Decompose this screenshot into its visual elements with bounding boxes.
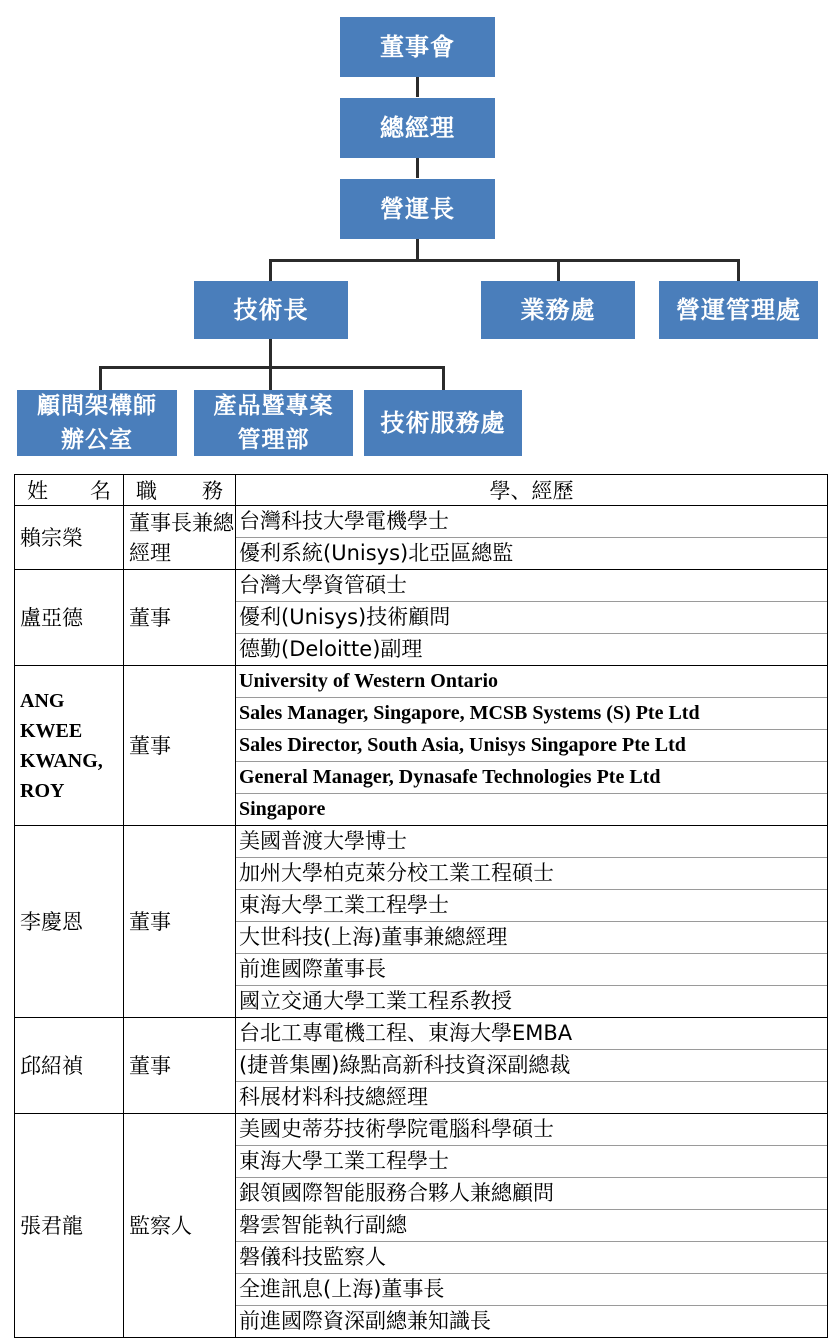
education-item: 科展材料科技總經理 (239, 1085, 428, 1109)
header-education: 學、經歷 (236, 475, 828, 506)
education-item: 台灣大學資管碩士 (236, 570, 827, 602)
education-item: 磐雲智能執行副總 (236, 1210, 827, 1242)
person-name: 盧亞德 (15, 570, 124, 666)
org-box-product-project (194, 390, 353, 456)
person-title: 董事 (124, 1018, 236, 1114)
education-item: University of Western Ontario (236, 666, 827, 698)
org-box-operations-mgmt: 營運管理處 (659, 281, 818, 339)
person-name: ANG KWEE KWANG, ROY (15, 666, 124, 826)
connector-line (99, 366, 445, 369)
person-education (236, 1114, 828, 1338)
header-title-char: 務 (202, 479, 223, 503)
education-item: 德勤(Deloitte)副理 (239, 637, 423, 661)
education-item: 美國史蒂芬技術學院電腦科學碩士 (236, 1114, 827, 1146)
connector-line (416, 158, 419, 178)
org-box-president: 總經理 (340, 98, 495, 158)
education-item: Sales Manager, Singapore, MCSB Systems (S) Pte Ltd (236, 698, 827, 730)
person-title: 董事 (124, 826, 236, 1018)
person-name: 張君龍 (15, 1114, 124, 1338)
education-item: 前進國際資深副總兼知識長 (239, 1309, 491, 1333)
education-item: 大世科技(上海)董事兼總經理 (236, 922, 827, 954)
education-item: 前進國際董事長 (236, 954, 827, 986)
education-item: 台灣科技大學電機學士 (236, 506, 827, 538)
org-box-sales: 業務處 (481, 281, 635, 339)
education-item: 優利系統(Unisys)北亞區總監 (239, 541, 514, 565)
education-item: Sales Director, South Asia, Unisys Singapore Pte Ltd (236, 730, 827, 762)
header-title (124, 475, 236, 506)
connector-line (269, 259, 740, 262)
person-title: 董事 (124, 570, 236, 666)
table-row (15, 666, 828, 826)
person-education (236, 570, 828, 666)
table-row (15, 570, 828, 666)
header-name-char: 姓 (27, 479, 48, 503)
org-box-line: 顧問架構師 (37, 393, 157, 419)
education-item: Singapore (239, 798, 326, 820)
education-item: 國立交通大學工業工程系教授 (239, 989, 512, 1013)
table-row (15, 1114, 828, 1338)
person-name: 賴宗榮 (15, 506, 124, 570)
org-box-tech-service: 技術服務處 (364, 390, 522, 456)
person-title: 董事 (124, 666, 236, 826)
connector-line (442, 366, 445, 390)
org-box-cto: 技術長 (194, 281, 348, 339)
education-item: 銀領國際智能服務合夥人兼總顧問 (236, 1178, 827, 1210)
person-education (236, 826, 828, 1018)
connector-line (737, 259, 740, 281)
org-box-line: 管理部 (237, 427, 310, 453)
org-box-board: 董事會 (340, 17, 495, 77)
education-item: 東海大學工業工程學士 (236, 1146, 827, 1178)
connector-line (416, 239, 419, 260)
education-item: 東海大學工業工程學士 (236, 890, 827, 922)
table-header-row (15, 475, 828, 506)
education-item: 全進訊息(上海)董事長 (236, 1274, 827, 1306)
connector-line (269, 339, 272, 369)
org-box-line: 產品暨專案 (213, 393, 334, 419)
person-name: 邱紹禎 (15, 1018, 124, 1114)
education-item: 美國普渡大學博士 (236, 826, 827, 858)
table-row (15, 826, 828, 1018)
education-item: 磐儀科技監察人 (236, 1242, 827, 1274)
connector-line (269, 259, 272, 281)
header-name (15, 475, 124, 506)
org-box-coo: 營運長 (340, 179, 495, 239)
org-chart (0, 0, 836, 470)
person-education (236, 1018, 828, 1114)
education-item: General Manager, Dynasafe Technologies Pte Ltd (236, 762, 827, 794)
org-box-line: 辦公室 (61, 427, 133, 453)
connector-line (99, 366, 102, 390)
org-box-architect-office (17, 390, 177, 456)
header-name-char: 名 (90, 479, 111, 503)
connector-line (269, 366, 272, 390)
person-title: 監察人 (124, 1114, 236, 1338)
education-item: (捷普集團)綠點高新科技資深副總裁 (236, 1050, 827, 1082)
header-title-char: 職 (136, 479, 157, 503)
education-item: 台北工專電機工程、東海大學EMBA (236, 1018, 827, 1050)
person-name: 李慶恩 (15, 826, 124, 1018)
person-education (236, 666, 828, 826)
education-item: 加州大學柏克萊分校工業工程碩士 (236, 858, 827, 890)
table-row (15, 1018, 828, 1114)
person-title: 董事長兼總經理 (124, 506, 236, 570)
education-item: 優利(Unisys)技術顧問 (236, 602, 827, 634)
personnel-table (14, 474, 828, 1338)
person-education (236, 506, 828, 570)
connector-line (557, 259, 560, 281)
table-row (15, 506, 828, 570)
connector-line (416, 77, 419, 97)
